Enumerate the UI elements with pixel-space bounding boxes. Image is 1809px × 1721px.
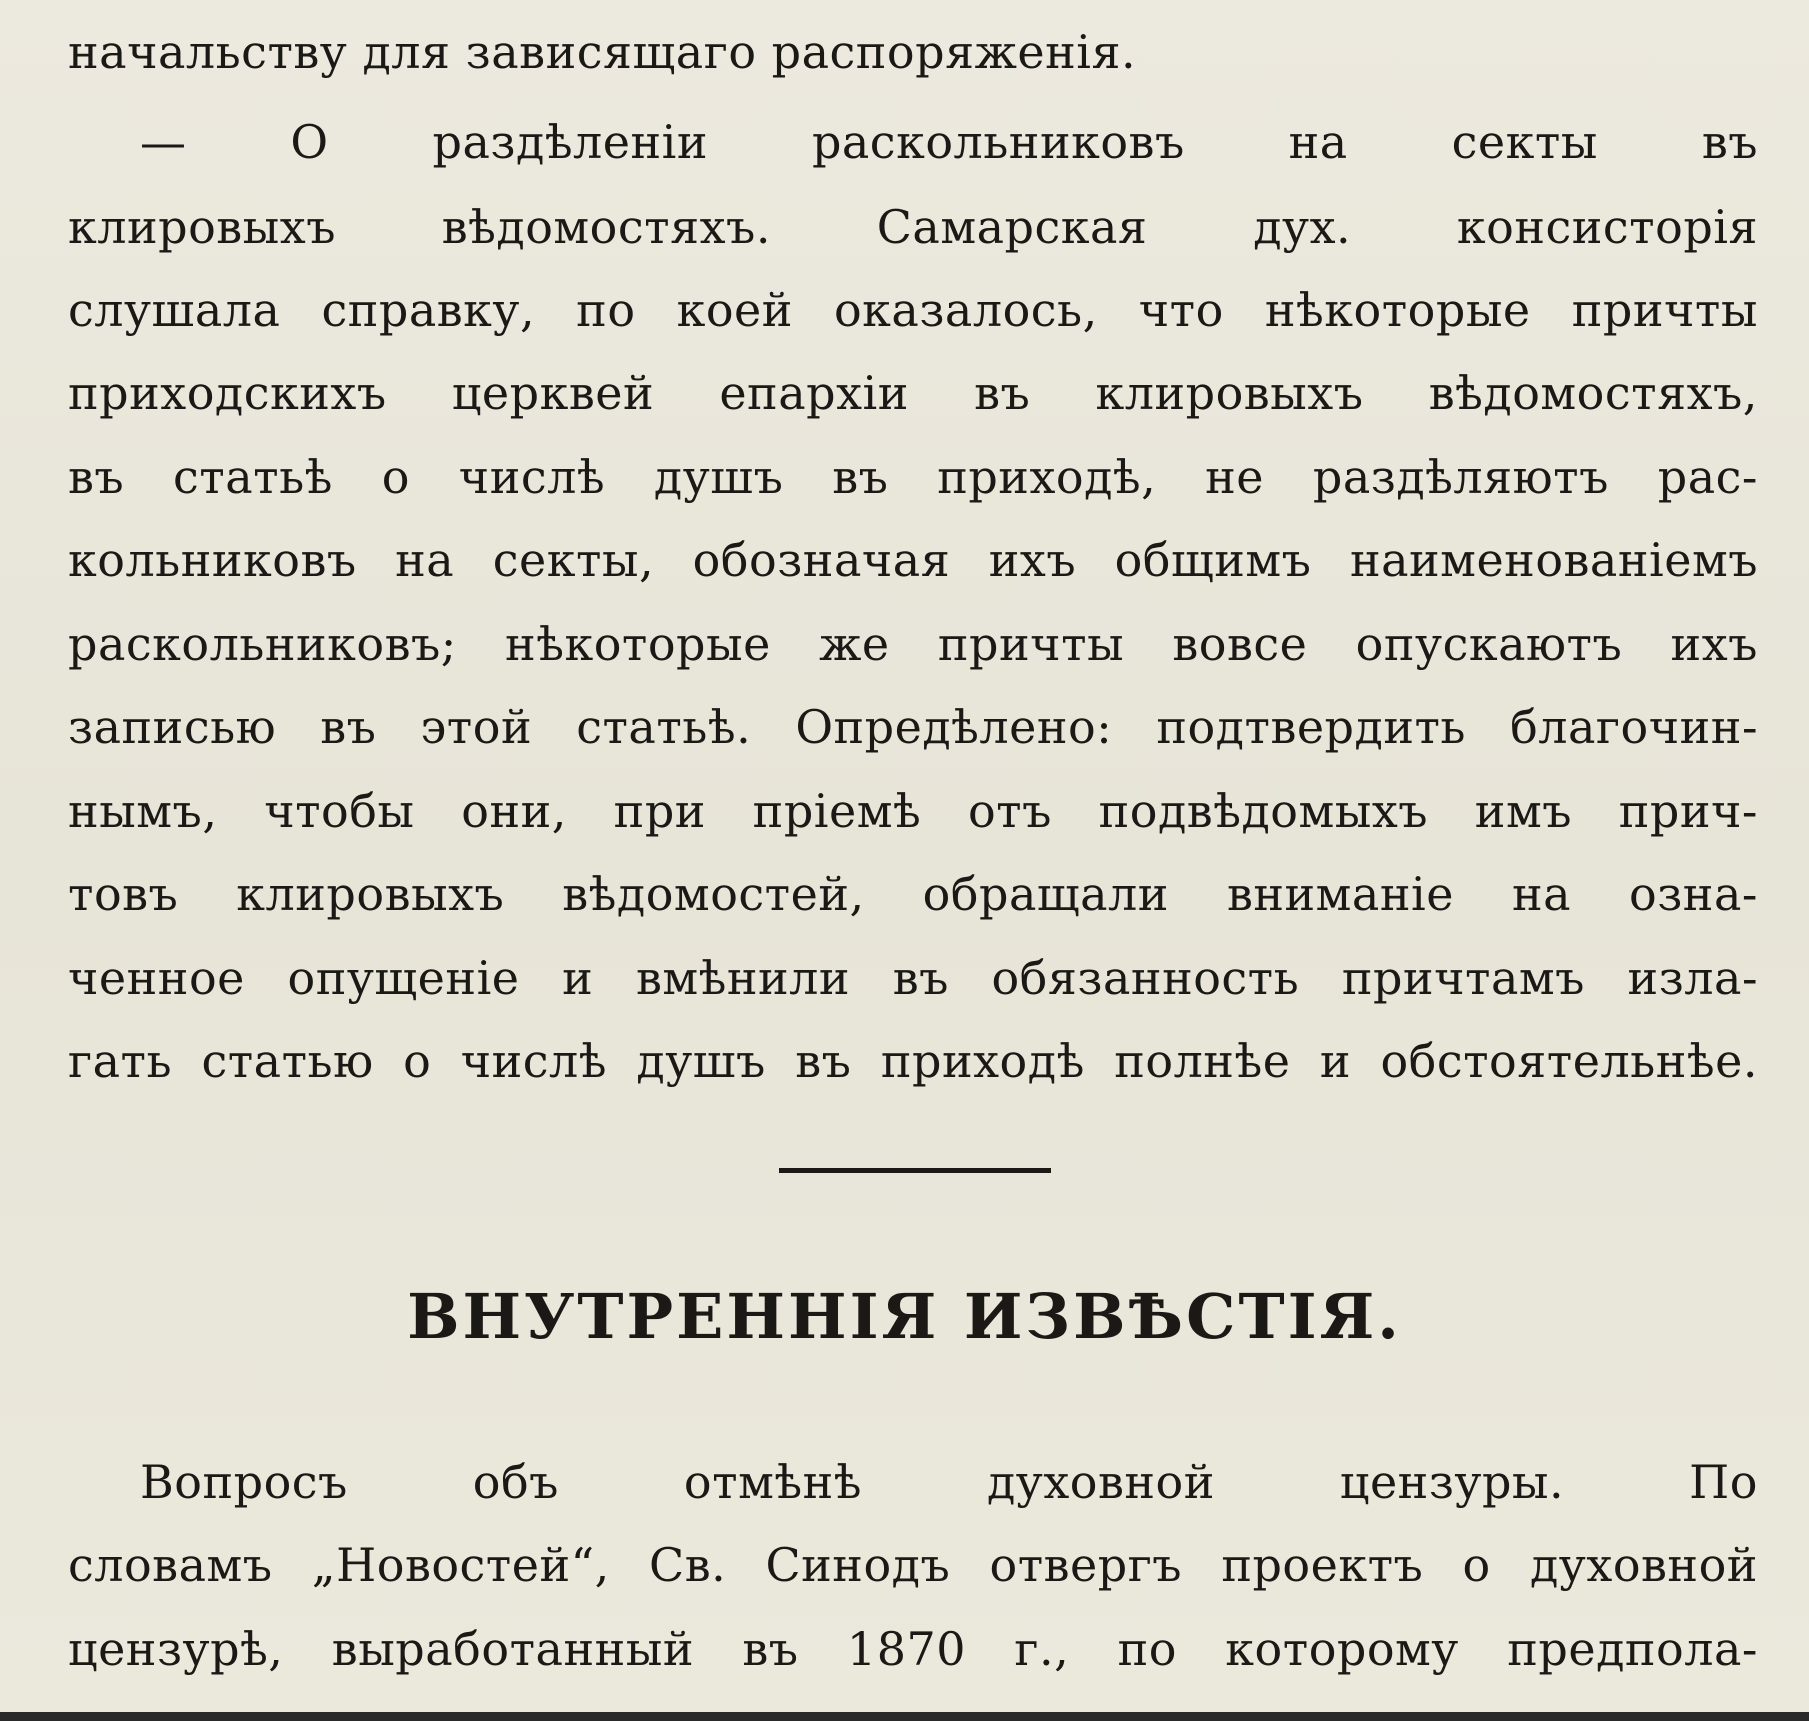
text-line: въ статьѣ о числѣ душъ въ приходѣ, не раздѣляютъ рас-	[68, 450, 1758, 504]
text-line: приходскихъ церквей епархіи въ клировыхъ вѣдомостяхъ,	[68, 366, 1758, 420]
text-line: начальству для зависящаго распоряженія.	[68, 25, 1137, 79]
section-divider	[779, 1168, 1051, 1173]
text-line: цензурѣ, выработанный въ 1870 г., по которому предпола-	[68, 1622, 1758, 1676]
text-line: гать статью о числѣ душъ въ приходѣ полнѣе и обстоятельнѣе.	[68, 1034, 1758, 1088]
text-line: раскольниковъ; нѣкоторые же причты вовсе опускаютъ ихъ	[68, 617, 1758, 671]
text-line: клировыхъ вѣдомостяхъ. Самарская дух. консисторія	[68, 200, 1758, 254]
text-line: — О раздѣленіи раскольниковъ на секты въ	[140, 115, 1758, 169]
text-line: нымъ, чтобы они, при пріемѣ отъ подвѣдомыхъ имъ прич-	[68, 784, 1758, 838]
text-line: ченное опущеніе и вмѣнили въ обязанность причтамъ изла-	[68, 951, 1758, 1005]
page-edge	[0, 1712, 1809, 1721]
text-line: товъ клировыхъ вѣдомостей, обращали вниманіе на озна-	[68, 867, 1758, 921]
text-line: кольниковъ на секты, обозначая ихъ общимъ наименованіемъ	[68, 533, 1758, 587]
text-line: Вопросъ объ отмѣнѣ духовной цензуры. По	[140, 1455, 1758, 1509]
section-heading: ВНУТРЕННІЯ ИЗВѢСТІЯ.	[407, 1280, 1402, 1353]
text-line: слушала справку, по коей оказалось, что нѣкоторые причты	[68, 283, 1758, 337]
text-line: записью въ этой статьѣ. Опредѣлено: подтвердить благочин-	[68, 700, 1758, 754]
text-line: словамъ „Новостей“, Св. Синодъ отвергъ проектъ о духовной	[68, 1538, 1758, 1592]
